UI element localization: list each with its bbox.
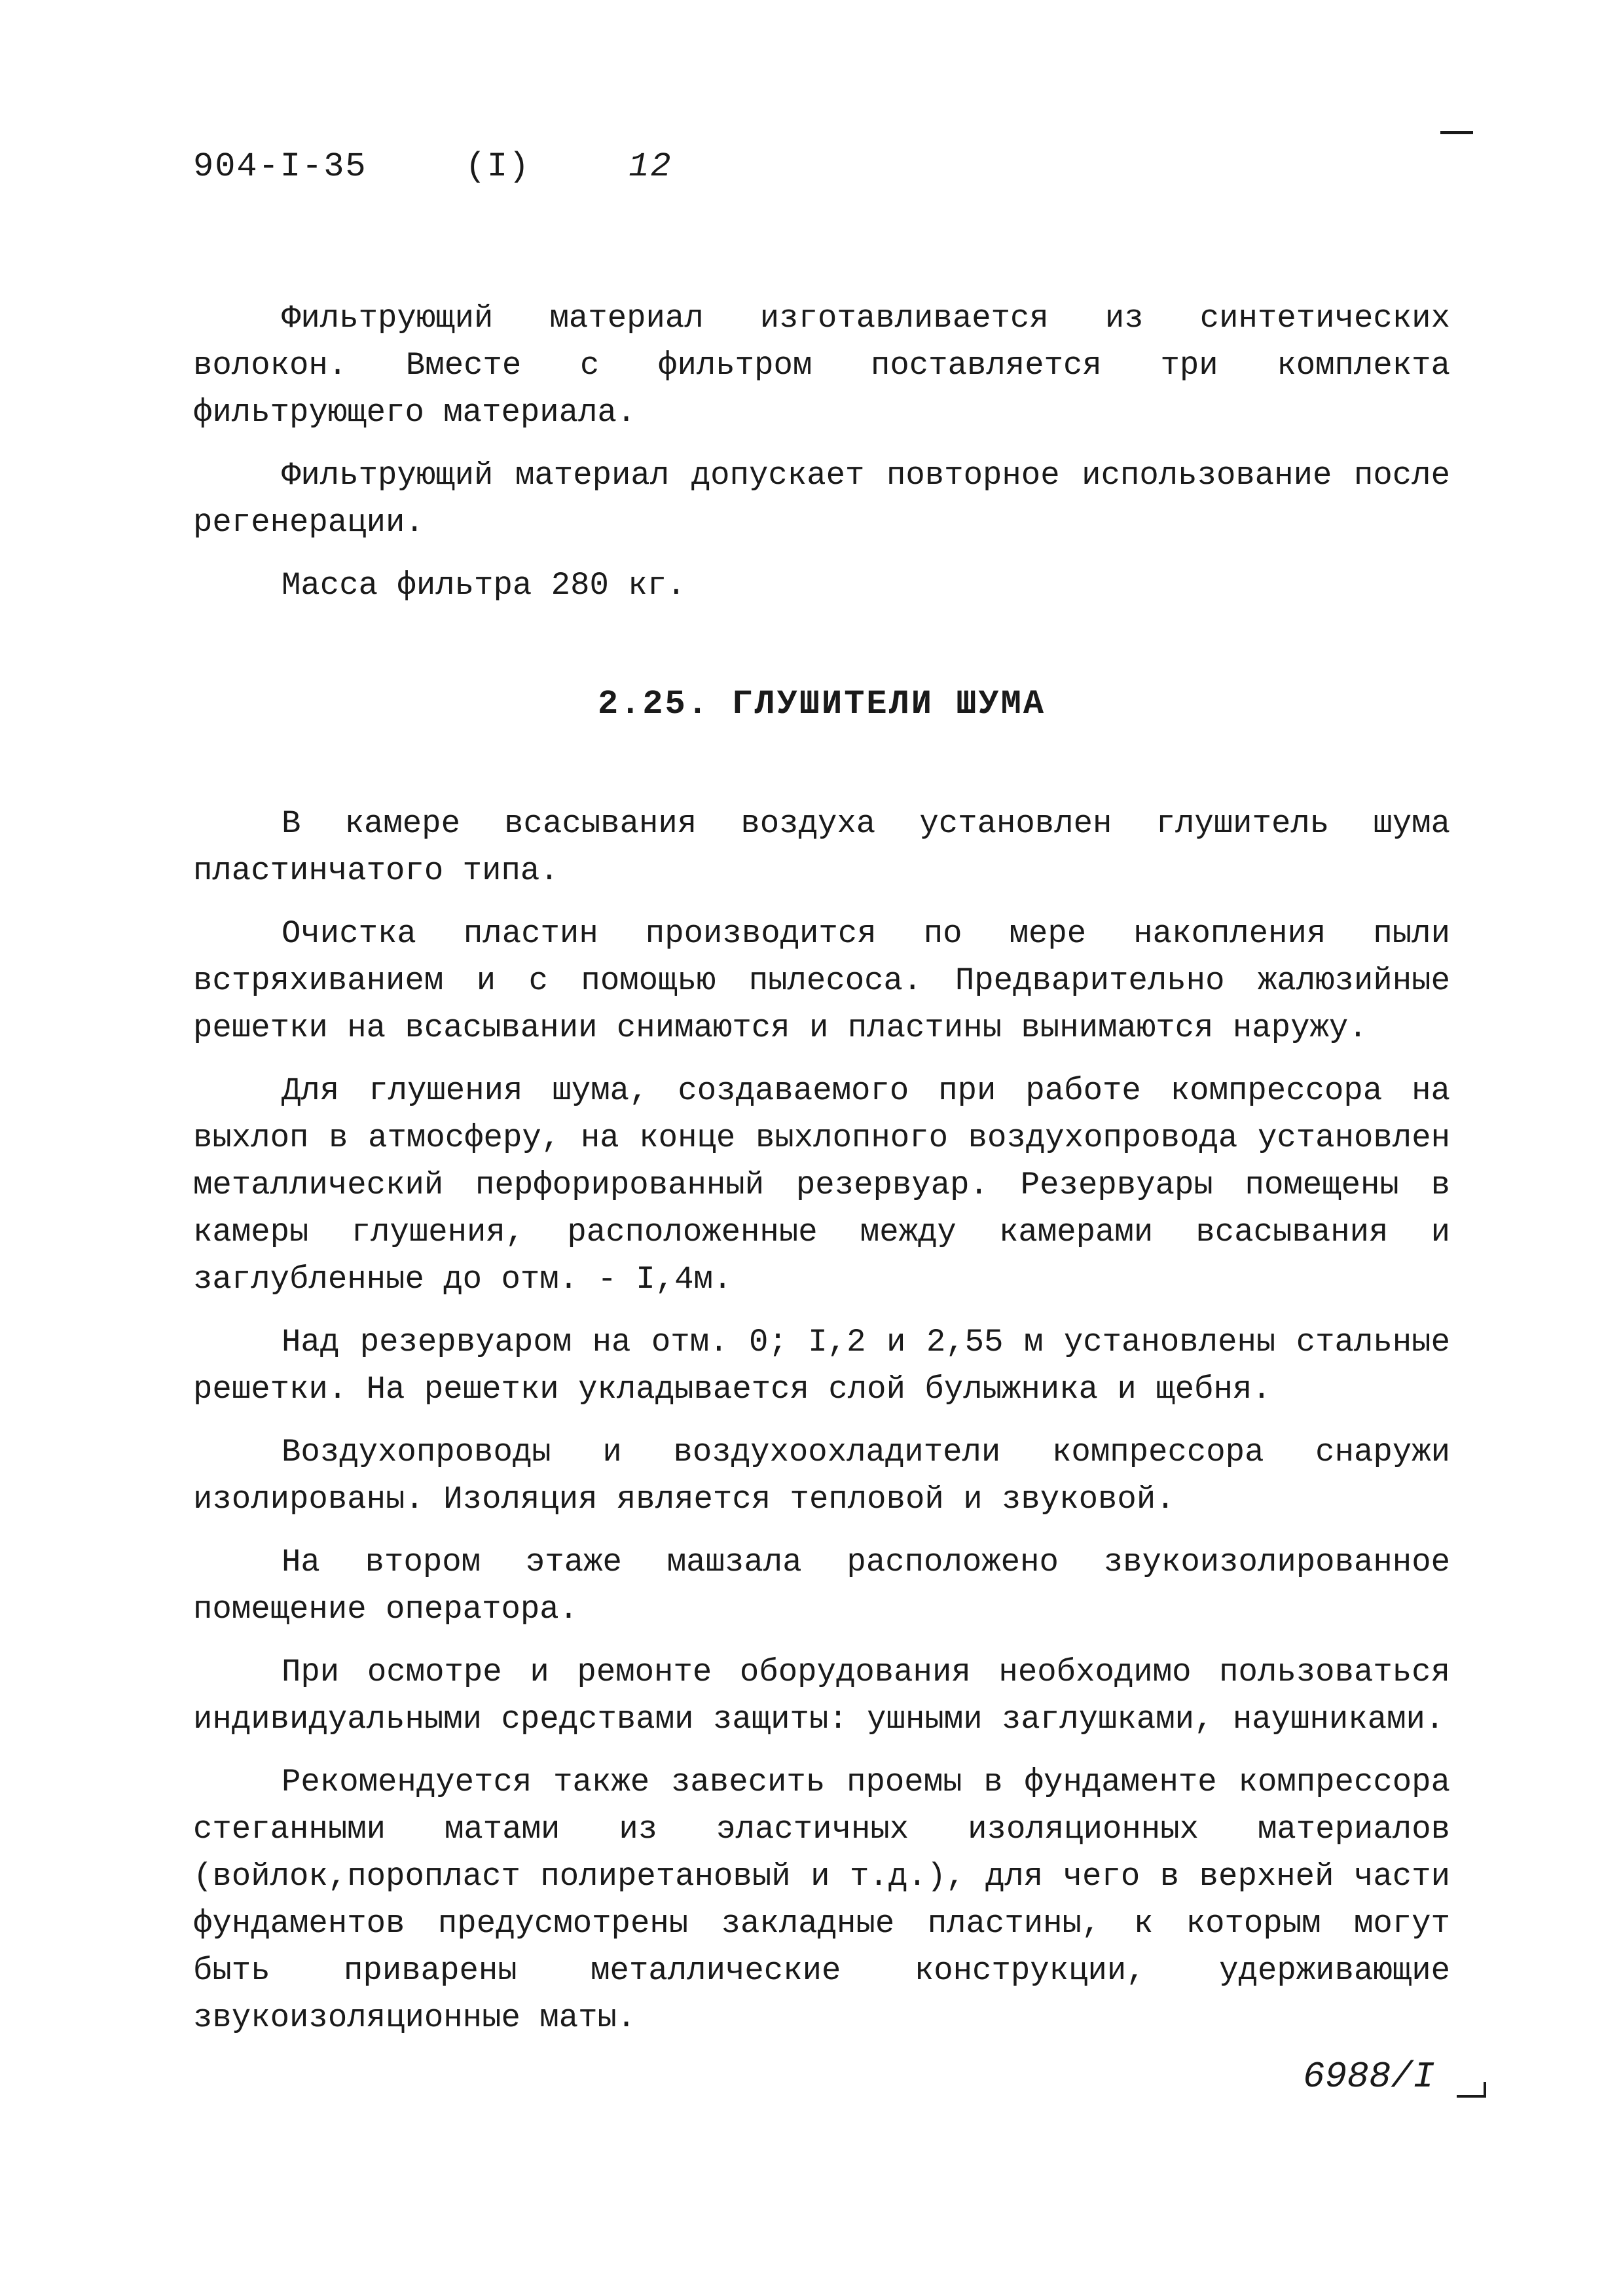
album-number: (I) [465, 147, 531, 186]
footer-document-number: 6988/I [1303, 2056, 1435, 2098]
corner-dash-mark [1440, 131, 1473, 134]
sheet-number: 12 [629, 147, 672, 186]
paragraph-grates: Над резервуаром на отм. 0; I,2 и 2,55 м установлены стальные решетки. На решетки укладывается слой булыжника и щебня. [193, 1324, 1450, 1408]
document-code: 904-I-35 [193, 147, 367, 186]
paragraph-insulation: Воздухопроводы и воздухоохладители компрессора снаружи изолированы. Изоляция является тепловой и звуковой. [193, 1434, 1450, 1518]
document-body [193, 295, 1450, 2057]
paragraph-filter-mass: Масса фильтра 280 кг. [282, 567, 686, 604]
paragraph-operator-room: На втором этаже машзала расположено звукоизолированное помещение оператора. [193, 1544, 1450, 1628]
section-title: 2.25. ГЛУШИТЕЛИ ШУМА [597, 685, 1046, 723]
paragraph-protection: При осмотре и ремонте оборудования необходимо пользоваться индивидуальными средствами защиты: ушными заглушками, наушниками. [193, 1654, 1450, 1738]
paragraph-filter-material: Фильтрующий материал изготавливается из синтетических волокон. Вместе с фильтром поставляется три комплекта фильтрующего материала. [193, 300, 1450, 431]
paragraph-recommendation: Рекомендуется также завесить проемы в фундаменте компрессора стеганными матами из эластичных изоляционных материалов (войлок,поропласт полиретановый и т.д.), для чего в верхней части фундаментов предусмотрены закладные пластины, к которым могут быть приварены металлические конструкции, удерживающие звукоизоляционные маты. [193, 1764, 1450, 2036]
paragraph-exhaust-silencing: Для глушения шума, создаваемого при работе компрессора на выхлоп в атмосферу, на конце выхлопного воздухопровода установлен металлический перфорированный резервуар. Резервуары помещены в камеры глушения, расположенные между камерами всасывания и заглубленные до отм. - I,4м. [193, 1072, 1450, 1298]
page-header [193, 147, 672, 186]
paragraph-plate-cleaning: Очистка пластин производится по мере накопления пыли встряхиванием и с помощью пылесоса. Предварительно жалюзийные решетки на всасывании снимаются и пластины вынимаются наружу. [193, 915, 1450, 1046]
paragraph-filter-reuse: Фильтрующий материал допускает повторное использование после регенерации. [193, 457, 1450, 541]
paragraph-silencer-intake: В камере всасывания воздуха установлен глушитель шума пластинчатого типа. [193, 805, 1450, 889]
footer-corner-mark [1457, 2095, 1486, 2098]
